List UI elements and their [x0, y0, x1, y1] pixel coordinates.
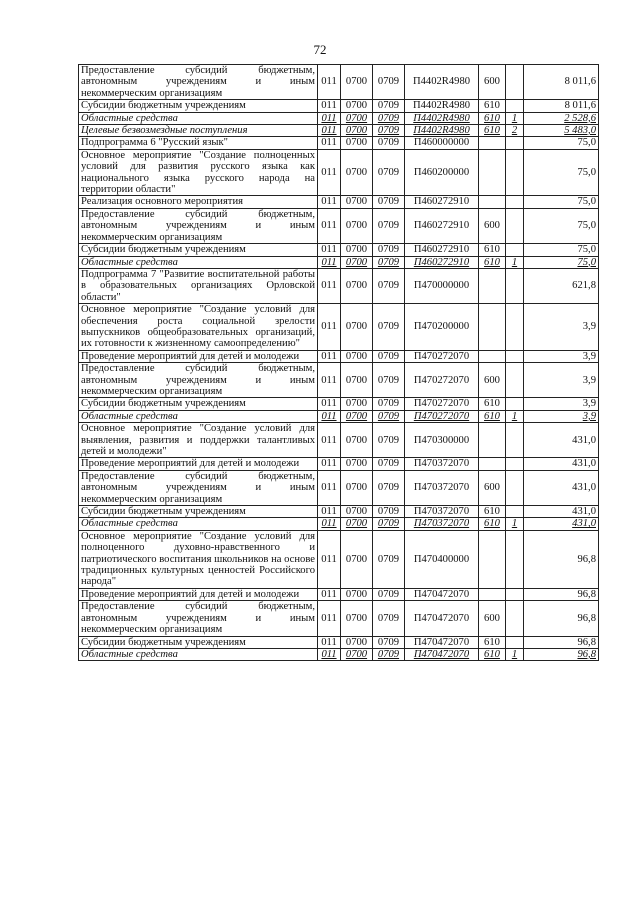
subsection-code-cell: 0709 — [373, 65, 405, 100]
admin-code-cell: 011 — [318, 112, 341, 124]
row-name-cell: Предоставление субсидий бюджетным, автономным учреждениям и иным некоммерческим организациям — [79, 208, 318, 243]
amount-cell: 431,0 — [524, 423, 599, 458]
subsection-code-cell: 0709 — [373, 268, 405, 303]
subsection-code-cell: 0709 — [373, 363, 405, 398]
funding-source-cell: 1 — [506, 518, 524, 530]
expense-type-cell: 610 — [479, 636, 506, 648]
amount-cell: 96,8 — [524, 601, 599, 636]
section-code-cell: 0700 — [341, 398, 373, 410]
amount-cell: 431,0 — [524, 506, 599, 518]
subsection-code-cell: 0709 — [373, 208, 405, 243]
target-article-cell: П470472070 — [405, 648, 479, 660]
table-row — [79, 506, 599, 518]
table-row — [79, 244, 599, 256]
funding-source-cell — [506, 196, 524, 208]
table-row — [79, 363, 599, 398]
amount-cell: 8 011,6 — [524, 65, 599, 100]
funding-source-cell: 1 — [506, 410, 524, 422]
admin-code-cell: 011 — [318, 636, 341, 648]
expense-type-cell: 600 — [479, 470, 506, 505]
target-article-cell: П470472070 — [405, 588, 479, 600]
table-row — [79, 636, 599, 648]
table-row — [79, 125, 599, 137]
admin-code-cell: 011 — [318, 530, 341, 588]
admin-code-cell: 011 — [318, 196, 341, 208]
table-row — [79, 256, 599, 268]
funding-source-cell — [506, 350, 524, 362]
subsection-code-cell: 0709 — [373, 636, 405, 648]
amount-cell: 8 011,6 — [524, 100, 599, 112]
funding-source-cell — [506, 530, 524, 588]
funding-source-cell — [506, 244, 524, 256]
amount-cell: 3,9 — [524, 304, 599, 351]
funding-source-cell — [506, 137, 524, 149]
section-code-cell: 0700 — [341, 65, 373, 100]
section-code-cell: 0700 — [341, 350, 373, 362]
amount-cell: 96,8 — [524, 636, 599, 648]
section-code-cell: 0700 — [341, 423, 373, 458]
section-code-cell: 0700 — [341, 363, 373, 398]
table-row — [79, 268, 599, 303]
funding-source-cell — [506, 65, 524, 100]
table-row — [79, 350, 599, 362]
amount-cell: 431,0 — [524, 518, 599, 530]
table-row — [79, 137, 599, 149]
section-code-cell: 0700 — [341, 530, 373, 588]
target-article-cell: П4402R4980 — [405, 112, 479, 124]
funding-source-cell: 1 — [506, 648, 524, 660]
subsection-code-cell: 0709 — [373, 304, 405, 351]
subsection-code-cell: 0709 — [373, 350, 405, 362]
target-article-cell: П460272910 — [405, 196, 479, 208]
section-code-cell: 0700 — [341, 518, 373, 530]
section-code-cell: 0700 — [341, 112, 373, 124]
amount-cell: 75,0 — [524, 196, 599, 208]
admin-code-cell: 011 — [318, 518, 341, 530]
target-article-cell: П460000000 — [405, 137, 479, 149]
admin-code-cell: 011 — [318, 125, 341, 137]
target-article-cell: П470372070 — [405, 470, 479, 505]
expense-type-cell: 610 — [479, 112, 506, 124]
amount-cell: 75,0 — [524, 256, 599, 268]
funding-source-cell — [506, 601, 524, 636]
amount-cell: 5 483,0 — [524, 125, 599, 137]
row-name-cell: Субсидии бюджетным учреждениям — [79, 398, 318, 410]
target-article-cell: П470400000 — [405, 530, 479, 588]
amount-cell: 96,8 — [524, 588, 599, 600]
row-name-cell: Областные средства — [79, 256, 318, 268]
row-name-cell: Проведение мероприятий для детей и молодежи — [79, 458, 318, 470]
amount-cell: 431,0 — [524, 470, 599, 505]
admin-code-cell: 011 — [318, 506, 341, 518]
funding-source-cell — [506, 304, 524, 351]
target-article-cell: П460272910 — [405, 256, 479, 268]
expense-type-cell: 600 — [479, 601, 506, 636]
target-article-cell: П470272070 — [405, 398, 479, 410]
section-code-cell: 0700 — [341, 149, 373, 196]
funding-source-cell — [506, 268, 524, 303]
table-row — [79, 648, 599, 660]
subsection-code-cell: 0709 — [373, 100, 405, 112]
table-row — [79, 588, 599, 600]
expense-type-cell — [479, 458, 506, 470]
section-code-cell: 0700 — [341, 470, 373, 505]
target-article-cell: П470372070 — [405, 458, 479, 470]
subsection-code-cell: 0709 — [373, 518, 405, 530]
admin-code-cell: 011 — [318, 470, 341, 505]
section-code-cell: 0700 — [341, 137, 373, 149]
row-name-cell: Основное мероприятие "Создание условий для полноценного духовно-нравственного и патриотического воспитания школьников на основе традиционных культурных ценностей Российского народа" — [79, 530, 318, 588]
admin-code-cell: 011 — [318, 268, 341, 303]
admin-code-cell: 011 — [318, 137, 341, 149]
subsection-code-cell: 0709 — [373, 601, 405, 636]
row-name-cell: Областные средства — [79, 410, 318, 422]
admin-code-cell: 011 — [318, 398, 341, 410]
amount-cell: 3,9 — [524, 410, 599, 422]
expense-type-cell: 600 — [479, 65, 506, 100]
section-code-cell: 0700 — [341, 458, 373, 470]
admin-code-cell: 011 — [318, 601, 341, 636]
expense-type-cell: 600 — [479, 363, 506, 398]
target-article-cell: П4402R4980 — [405, 125, 479, 137]
admin-code-cell: 011 — [318, 350, 341, 362]
expense-type-cell: 610 — [479, 518, 506, 530]
subsection-code-cell: 0709 — [373, 112, 405, 124]
subsection-code-cell: 0709 — [373, 137, 405, 149]
section-code-cell: 0700 — [341, 506, 373, 518]
expense-type-cell: 610 — [479, 506, 506, 518]
admin-code-cell: 011 — [318, 244, 341, 256]
row-name-cell: Предоставление субсидий бюджетным, автономным учреждениям и иным некоммерческим организациям — [79, 65, 318, 100]
admin-code-cell: 011 — [318, 208, 341, 243]
funding-source-cell: 2 — [506, 125, 524, 137]
budget-table — [78, 64, 599, 661]
section-code-cell: 0700 — [341, 125, 373, 137]
admin-code-cell: 011 — [318, 149, 341, 196]
expense-type-cell — [479, 149, 506, 196]
target-article-cell: П470472070 — [405, 601, 479, 636]
section-code-cell: 0700 — [341, 196, 373, 208]
row-name-cell: Основное мероприятие "Создание условий для выявления, развития и поддержки талантливых детей и молодежи" — [79, 423, 318, 458]
expense-type-cell: 610 — [479, 410, 506, 422]
row-name-cell: Субсидии бюджетным учреждениям — [79, 636, 318, 648]
table-row — [79, 208, 599, 243]
target-article-cell: П4402R4980 — [405, 65, 479, 100]
row-name-cell: Предоставление субсидий бюджетным, автономным учреждениям и иным некоммерческим организациям — [79, 363, 318, 398]
expense-type-cell — [479, 530, 506, 588]
row-name-cell: Областные средства — [79, 518, 318, 530]
admin-code-cell: 011 — [318, 588, 341, 600]
subsection-code-cell: 0709 — [373, 244, 405, 256]
subsection-code-cell: 0709 — [373, 506, 405, 518]
row-name-cell: Проведение мероприятий для детей и молодежи — [79, 350, 318, 362]
table-row — [79, 100, 599, 112]
row-name-cell: Субсидии бюджетным учреждениям — [79, 244, 318, 256]
funding-source-cell — [506, 423, 524, 458]
funding-source-cell: 1 — [506, 256, 524, 268]
row-name-cell: Субсидии бюджетным учреждениям — [79, 506, 318, 518]
subsection-code-cell: 0709 — [373, 149, 405, 196]
admin-code-cell: 011 — [318, 100, 341, 112]
table-row — [79, 410, 599, 422]
amount-cell: 75,0 — [524, 137, 599, 149]
target-article-cell: П470272070 — [405, 410, 479, 422]
row-name-cell: Субсидии бюджетным учреждениям — [79, 100, 318, 112]
expense-type-cell: 610 — [479, 398, 506, 410]
admin-code-cell: 011 — [318, 410, 341, 422]
funding-source-cell — [506, 470, 524, 505]
section-code-cell: 0700 — [341, 410, 373, 422]
row-name-cell: Основное мероприятие "Создание полноценных условий для развития русского языка как национального языка русского народа на территории области" — [79, 149, 318, 196]
row-name-cell: Подпрограмма 7 "Развитие воспитательной работы в образовательных организациях Орловской области" — [79, 268, 318, 303]
amount-cell: 431,0 — [524, 458, 599, 470]
funding-source-cell — [506, 363, 524, 398]
target-article-cell: П470300000 — [405, 423, 479, 458]
target-article-cell: П470472070 — [405, 636, 479, 648]
row-name-cell: Подпрограмма 6 "Русский язык" — [79, 137, 318, 149]
subsection-code-cell: 0709 — [373, 196, 405, 208]
amount-cell: 75,0 — [524, 208, 599, 243]
funding-source-cell: 1 — [506, 112, 524, 124]
admin-code-cell: 011 — [318, 458, 341, 470]
target-article-cell: П470372070 — [405, 518, 479, 530]
table-row — [79, 304, 599, 351]
subsection-code-cell: 0709 — [373, 588, 405, 600]
funding-source-cell — [506, 100, 524, 112]
amount-cell: 3,9 — [524, 398, 599, 410]
target-article-cell: П470200000 — [405, 304, 479, 351]
expense-type-cell — [479, 196, 506, 208]
table-row — [79, 458, 599, 470]
subsection-code-cell: 0709 — [373, 398, 405, 410]
amount-cell: 75,0 — [524, 149, 599, 196]
table-row — [79, 518, 599, 530]
amount-cell: 2 528,6 — [524, 112, 599, 124]
subsection-code-cell: 0709 — [373, 256, 405, 268]
row-name-cell: Предоставление субсидий бюджетным, автономным учреждениям и иным некоммерческим организациям — [79, 470, 318, 505]
expense-type-cell — [479, 268, 506, 303]
subsection-code-cell: 0709 — [373, 410, 405, 422]
subsection-code-cell: 0709 — [373, 530, 405, 588]
admin-code-cell: 011 — [318, 363, 341, 398]
row-name-cell: Целевые безвозмездные поступления — [79, 125, 318, 137]
funding-source-cell — [506, 149, 524, 196]
funding-source-cell — [506, 506, 524, 518]
row-name-cell: Основное мероприятие "Создание условий для обеспечения роста социальной зрелости выпускников общеобразовательных организаций, их готовности к жизненному самоопределению" — [79, 304, 318, 351]
row-name-cell: Областные средства — [79, 648, 318, 660]
amount-cell: 75,0 — [524, 244, 599, 256]
funding-source-cell — [506, 208, 524, 243]
section-code-cell: 0700 — [341, 588, 373, 600]
expense-type-cell — [479, 304, 506, 351]
table-row — [79, 398, 599, 410]
section-code-cell: 0700 — [341, 244, 373, 256]
subsection-code-cell: 0709 — [373, 125, 405, 137]
table-row — [79, 196, 599, 208]
subsection-code-cell: 0709 — [373, 458, 405, 470]
table-row — [79, 112, 599, 124]
row-name-cell: Предоставление субсидий бюджетным, автономным учреждениям и иным некоммерческим организациям — [79, 601, 318, 636]
admin-code-cell: 011 — [318, 423, 341, 458]
table-row — [79, 601, 599, 636]
page-number: 72 — [313, 42, 327, 57]
expense-type-cell: 610 — [479, 244, 506, 256]
table-body — [79, 65, 599, 661]
expense-type-cell: 600 — [479, 208, 506, 243]
expense-type-cell: 610 — [479, 100, 506, 112]
section-code-cell: 0700 — [341, 208, 373, 243]
target-article-cell: П460200000 — [405, 149, 479, 196]
section-code-cell: 0700 — [341, 601, 373, 636]
target-article-cell: П470000000 — [405, 268, 479, 303]
amount-cell: 96,8 — [524, 648, 599, 660]
amount-cell: 3,9 — [524, 350, 599, 362]
expense-type-cell: 610 — [479, 125, 506, 137]
section-code-cell: 0700 — [341, 100, 373, 112]
target-article-cell: П470272070 — [405, 350, 479, 362]
target-article-cell: П4402R4980 — [405, 100, 479, 112]
admin-code-cell: 011 — [318, 65, 341, 100]
amount-cell: 96,8 — [524, 530, 599, 588]
row-name-cell: Реализация основного мероприятия — [79, 196, 318, 208]
funding-source-cell — [506, 458, 524, 470]
admin-code-cell: 011 — [318, 256, 341, 268]
target-article-cell: П460272910 — [405, 244, 479, 256]
funding-source-cell — [506, 588, 524, 600]
subsection-code-cell: 0709 — [373, 470, 405, 505]
section-code-cell: 0700 — [341, 304, 373, 351]
expense-type-cell — [479, 423, 506, 458]
expense-type-cell: 610 — [479, 648, 506, 660]
target-article-cell: П470272070 — [405, 363, 479, 398]
section-code-cell: 0700 — [341, 636, 373, 648]
amount-cell: 621,8 — [524, 268, 599, 303]
section-code-cell: 0700 — [341, 268, 373, 303]
subsection-code-cell: 0709 — [373, 423, 405, 458]
expense-type-cell — [479, 588, 506, 600]
expense-type-cell — [479, 350, 506, 362]
table-row — [79, 423, 599, 458]
table-row — [79, 470, 599, 505]
admin-code-cell: 011 — [318, 648, 341, 660]
row-name-cell: Проведение мероприятий для детей и молодежи — [79, 588, 318, 600]
table-row — [79, 65, 599, 100]
table-row — [79, 149, 599, 196]
section-code-cell: 0700 — [341, 648, 373, 660]
subsection-code-cell: 0709 — [373, 648, 405, 660]
expense-type-cell: 610 — [479, 256, 506, 268]
target-article-cell: П470372070 — [405, 506, 479, 518]
admin-code-cell: 011 — [318, 304, 341, 351]
funding-source-cell — [506, 398, 524, 410]
target-article-cell: П460272910 — [405, 208, 479, 243]
expense-type-cell — [479, 137, 506, 149]
row-name-cell: Областные средства — [79, 112, 318, 124]
table-row — [79, 530, 599, 588]
section-code-cell: 0700 — [341, 256, 373, 268]
amount-cell: 3,9 — [524, 363, 599, 398]
funding-source-cell — [506, 636, 524, 648]
